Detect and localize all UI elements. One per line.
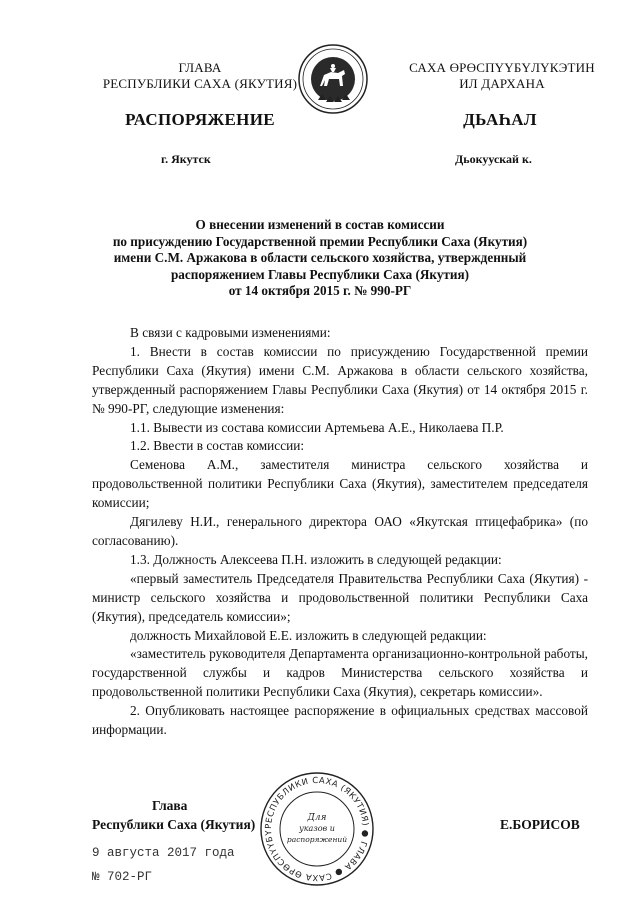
header-right-line2: ИЛ ДАРХАНА [459, 76, 545, 91]
title-line-3: имени С.М. Аржакова в области сельского хозяйства, утвержденный [113, 250, 527, 266]
header-left-line1: ГЛАВА [178, 60, 222, 75]
paragraph-person-1: Семенова А.М., заместителя министра сельского хозяйства и продовольственной политики Республики Саха (Якутия), заместителем председателя комиссии; [92, 457, 588, 511]
signature-title [92, 796, 272, 834]
stamp-center-line1: Для [307, 813, 327, 823]
paragraph-quote-1: «первый заместитель Председателя Правительства Республики Саха (Якутия) - министр сельского хозяйства и продовольственной политики Республики Саха (Якутия), председатель комиссии»; [92, 570, 588, 624]
signature-title-line1: Глава [152, 798, 188, 813]
paragraph-item-2: 2. Опубликовать настоящее распоряжение в официальных средствах массовой информации. [92, 703, 588, 738]
header-left-line2: РЕСПУБЛИКИ САХА (ЯКУТИЯ) [102, 76, 298, 91]
title-line-4: распоряжением Главы Республики Саха (Якутия) [170, 266, 470, 282]
city-right: Дьокуускай к. [455, 152, 532, 166]
doc-type-left: РАСПОРЯЖЕНИЕ [125, 110, 275, 129]
header-right [372, 60, 632, 92]
signature-title-line2: Республики Саха (Якутия) [92, 817, 256, 832]
paragraph-person-2: Дягилеву Н.И., генерального директора ОАО «Якутская птицефабрика» (по согласованию). [92, 514, 588, 548]
stamp-center-line2: указов и [299, 824, 335, 833]
registration-number: № 702-РГ [92, 870, 153, 884]
paragraph-quote-2: «заместитель руководителя Департамента организационно-контрольной работы, государственной службы и кадров Министерства сельского хозяйства и продовольственной политики Республики Саха (Якутия), секретарь комиссии». [92, 646, 588, 700]
paragraph-item-1-3b: должность Михайловой Е.Е. изложить в следующей редакции: [130, 627, 487, 643]
title-line-5: от 14 октября 2015 г. № 990-РГ [228, 283, 412, 299]
document-title [70, 217, 570, 300]
city-left: г. Якутск [161, 152, 211, 166]
stamp-ring-text: РЕСПУБЛИКИ САХА (ЯКУТИЯ) ● ГЛАВА ● САХА ӨРӨСПҮҮБҮ [262, 774, 372, 884]
paragraph-item-1: 1. Внести в состав комиссии по присуждению Государственной премии Республики Саха (Якутия) имени С.М. Аржакова в области сельского хозяйства, утвержденный распоряжением Главы Республики Саха (Якутия) от 14 октября 2015 г. № 990-РГ, следующие изменения: [92, 343, 588, 416]
title-line-2: по присуждению Государственной премии Республики Саха (Якутия) [112, 233, 528, 249]
header-right-line1: САХА ӨРӨСПҮҮБҮЛҮКЭТИН [409, 60, 595, 75]
official-seal-stamp-icon [258, 770, 376, 888]
paragraph-item-1-1: 1.1. Вывести из состава комиссии Артемьева А.Е., Николаева П.Р. [130, 419, 504, 435]
paragraph-item-1-2: 1.2. Ввести в состав комиссии: [130, 438, 305, 454]
stamp-center-line3: распоряжений [286, 835, 348, 844]
title-line-1: О внесении изменений в состав комиссии [195, 217, 445, 232]
signature-name: Е.БОРИСОВ [500, 817, 580, 832]
header-left [70, 60, 330, 92]
paragraph-item-1-3: 1.3. Должность Алексеева П.Н. изложить в следующей редакции: [130, 551, 502, 567]
coat-of-arms-emblem-icon [296, 42, 370, 116]
registration-date: 9 августа 2017 года [92, 846, 235, 860]
doc-type-right: ДЬАҺАЛ [463, 110, 537, 129]
paragraph-intro: В связи с кадровыми изменениями: [130, 325, 331, 340]
document-body [92, 324, 588, 740]
